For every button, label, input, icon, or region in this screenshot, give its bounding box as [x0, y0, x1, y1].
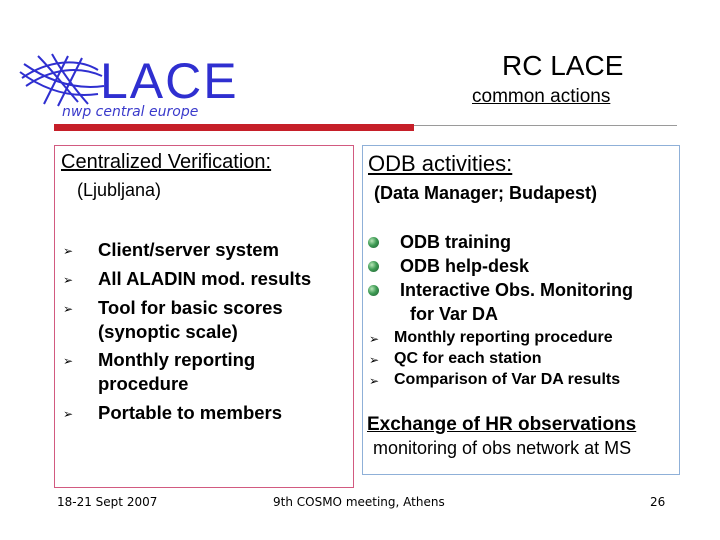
logo-subtitle: nwp central europe: [62, 104, 199, 120]
slide-subtitle: common actions: [472, 86, 611, 107]
slide-title: RC LACE: [502, 50, 624, 81]
left-panel-heading: Centralized Verification:: [61, 151, 272, 173]
right-dot-item: ODB training: [400, 232, 511, 252]
left-item: Portable to members: [98, 402, 283, 423]
arrowhead-bullet-icon: ➢: [369, 353, 380, 367]
header-accent-bar: [54, 124, 414, 131]
arrowhead-bullet-icon: ➢: [63, 354, 74, 368]
right-arrow-item: QC for each station: [394, 350, 542, 367]
arrowhead-bullet-icon: ➢: [369, 374, 380, 388]
right-dot-item: Interactive Obs. Monitoring: [400, 280, 634, 300]
footer-date: 18-21 Sept 2007: [57, 495, 158, 509]
arrowhead-bullet-icon: ➢: [63, 407, 74, 421]
right-panel-location: (Data Manager; Budapest): [374, 183, 598, 203]
left-panel-location: (Ljubljana): [77, 180, 162, 200]
left-item-continued: procedure: [98, 373, 189, 394]
green-sphere-bullet-icon: [368, 285, 379, 296]
left-item: All ALADIN mod. results: [98, 268, 312, 289]
lace-swoosh-logo-icon: [20, 54, 104, 106]
exchange-text: monitoring of obs network at MS: [373, 438, 632, 458]
left-item: Client/server system: [98, 239, 279, 260]
footer-page-number: 26: [650, 495, 666, 509]
right-dot-item: ODB help-desk: [400, 256, 530, 276]
right-panel-heading: ODB activities:: [368, 151, 513, 176]
arrowhead-bullet-icon: ➢: [63, 244, 74, 258]
green-sphere-bullet-icon: [368, 237, 379, 248]
left-item: Tool for basic scores: [98, 297, 283, 318]
arrowhead-bullet-icon: ➢: [63, 302, 74, 316]
arrowhead-bullet-icon: ➢: [369, 332, 380, 346]
exchange-heading: Exchange of HR observations: [367, 414, 637, 435]
right-arrow-item: Comparison of Var DA results: [394, 371, 621, 388]
header-divider: [414, 125, 677, 126]
left-item: Monthly reporting: [98, 349, 256, 370]
green-sphere-bullet-icon: [368, 261, 379, 272]
arrowhead-bullet-icon: ➢: [63, 273, 74, 287]
footer-event: 9th COSMO meeting, Athens: [273, 495, 445, 509]
right-dot-item-continued: for Var DA: [410, 304, 499, 324]
logo-wordmark: LACE: [100, 53, 239, 109]
left-item-continued: (synoptic scale): [98, 321, 238, 342]
right-arrow-item: Monthly reporting procedure: [394, 329, 613, 346]
